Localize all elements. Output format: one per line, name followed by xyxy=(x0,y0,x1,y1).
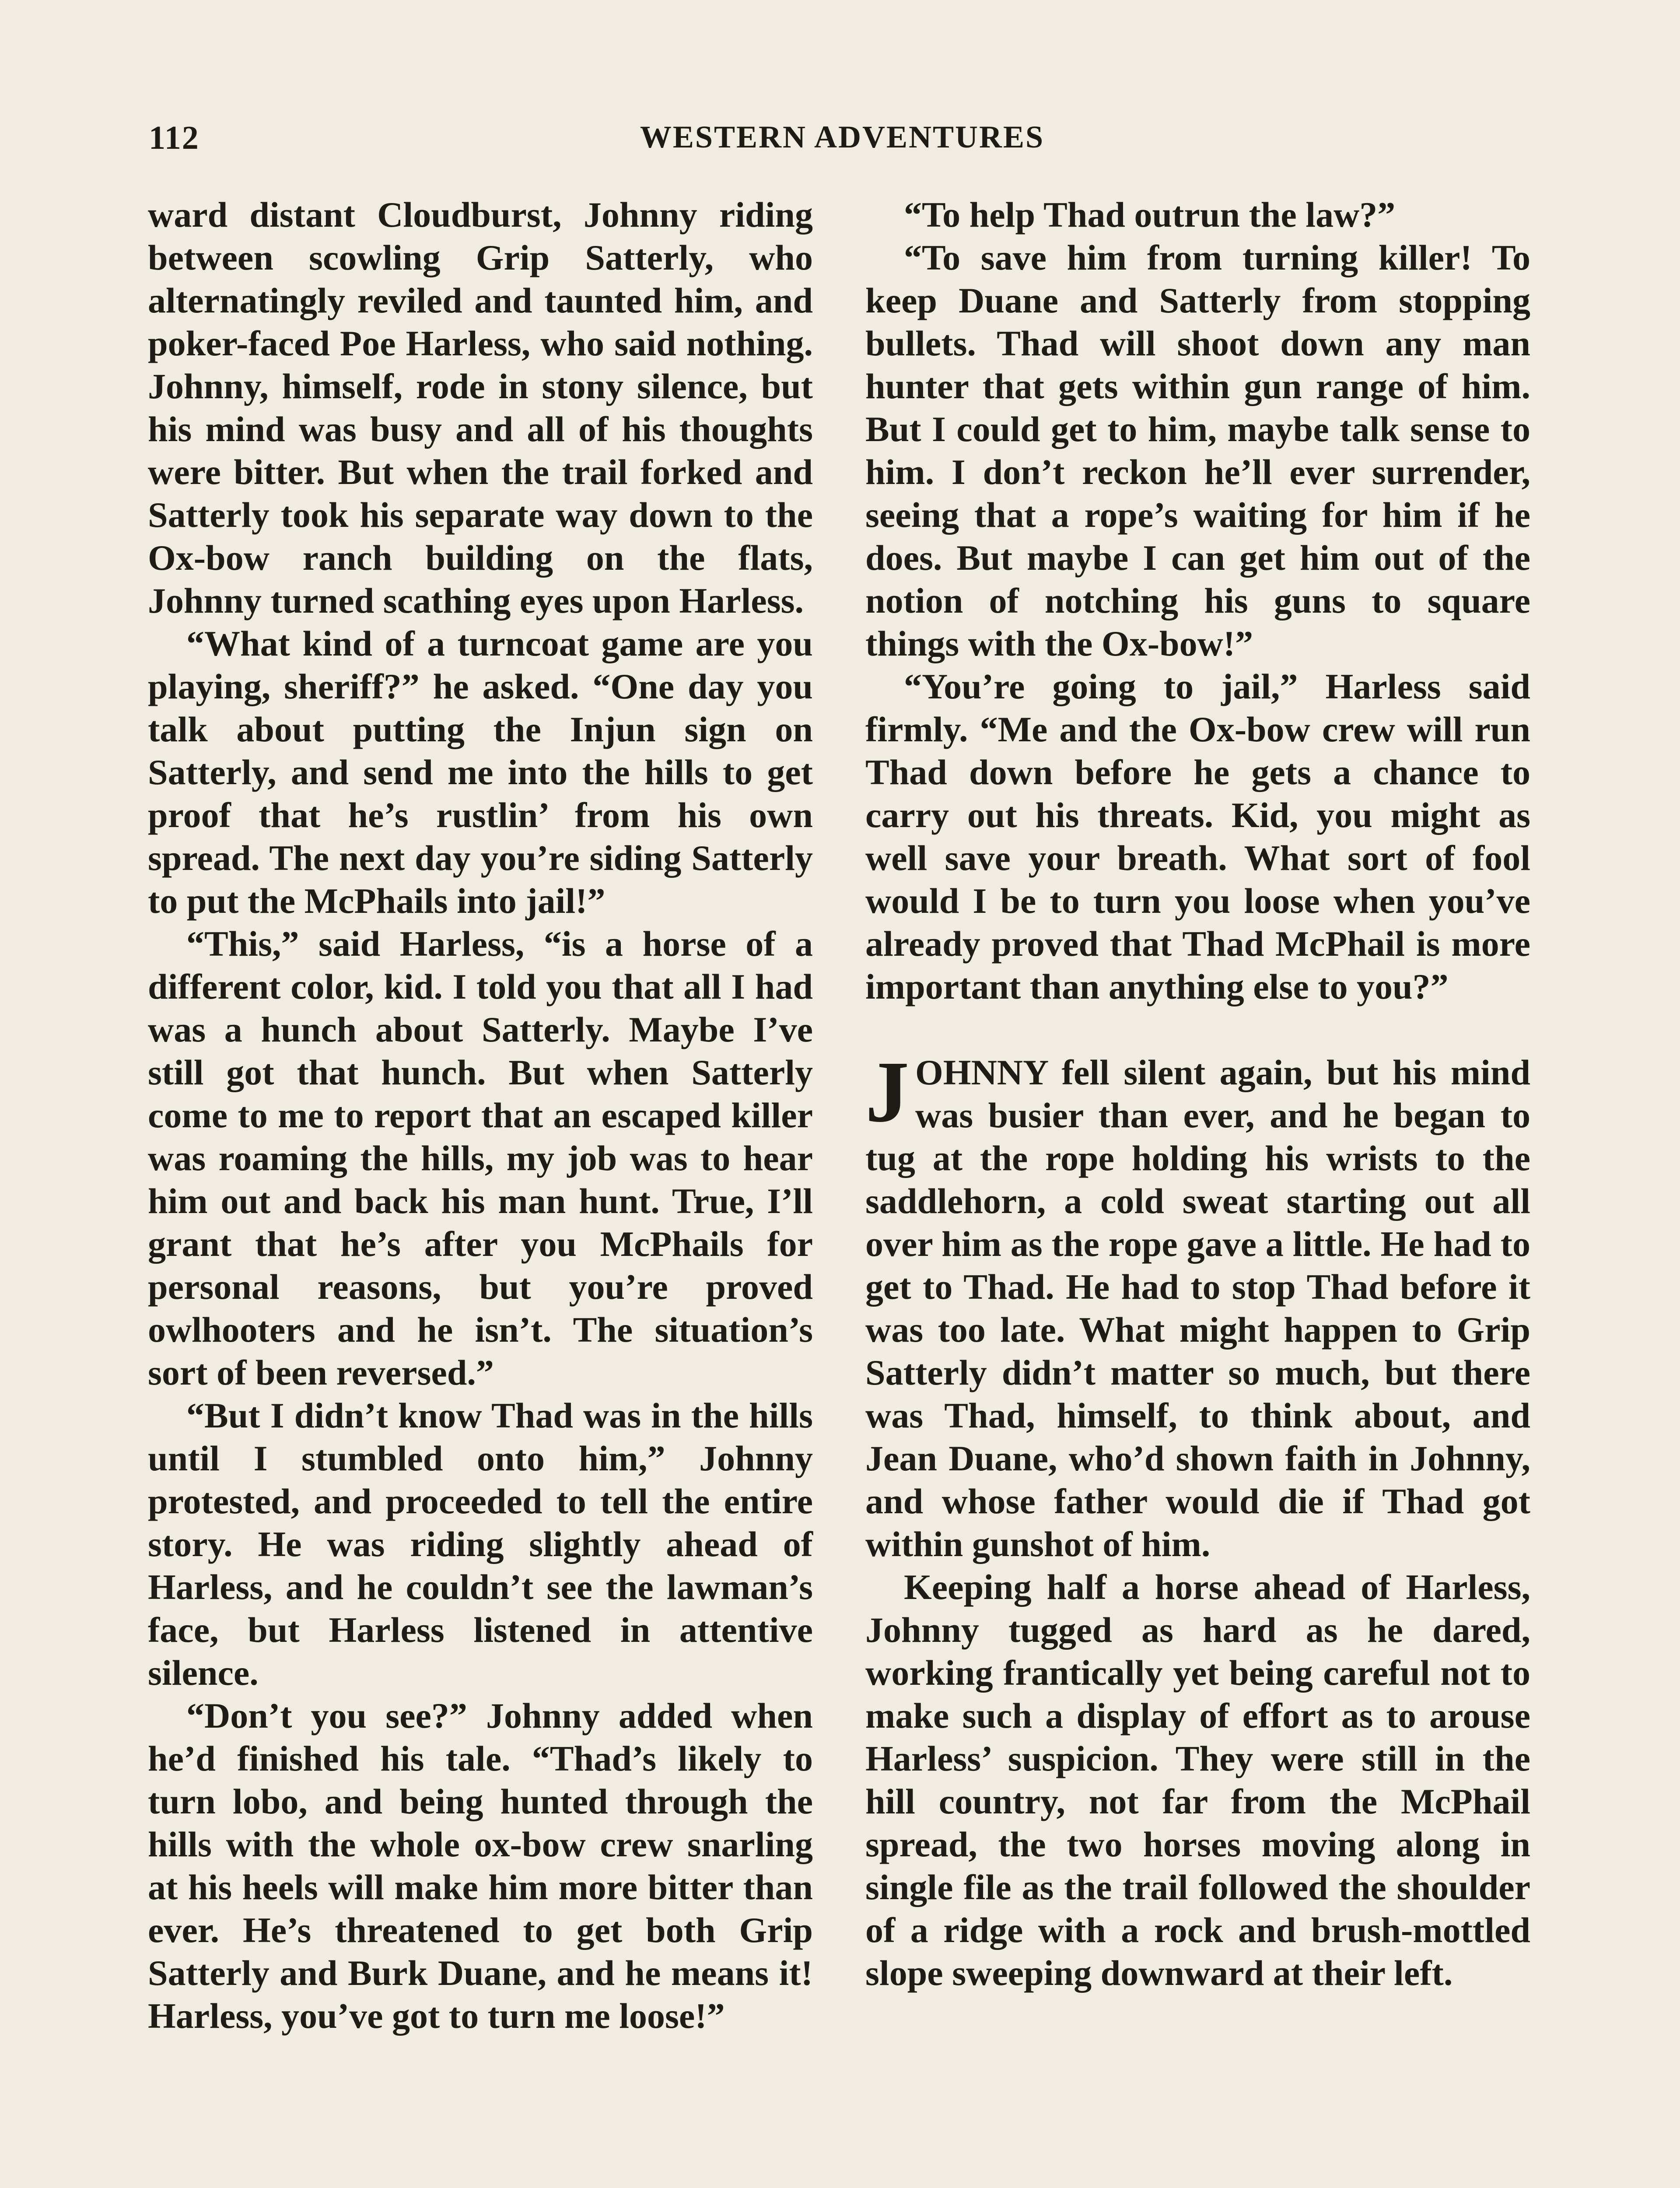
paragraph: “Don’t you see?” Johnny added when he’d finished his tale. “Thad’s likely to turn lobo, and being hunted through the hills with the whole ox-bow crew snarling at his heels will make him more bitter than ever. He’s threatened to get both Grip Satterly and Burk Duane, and he means it! Harless, you’ve got to turn me loose!” xyxy=(148,1696,813,2036)
paragraph: “You’re going to jail,” Harless said firmly. “Me and the Ox-bow crew will run Thad down before he gets a chance to carry out his threats. Kid, you might as well save your breath. What sort of fool would I be to turn you loose when you’ve already proved that Thad McPhail is more important than anything else to you?” xyxy=(865,666,1530,1006)
paragraph: “But I didn’t know Thad was in the hills until I stumbled onto him,” Johnny protested, and proceeded to tell the entire story. He was riding slightly ahead of Harless, and he couldn’t see the lawman’s face, but Harless listened in attentive silence. xyxy=(148,1396,813,1693)
drop-cap: J xyxy=(865,1044,909,1140)
left-column xyxy=(148,193,813,2037)
paragraph: “This,” said Harless, “is a horse of a different color, kid. I told you that all I had was a hunch about Satterly. Maybe I’ve still got that hunch. But when Satterly come to me to report that an escaped killer was roaming the hills, my job was to hear him out and back his man hunt. True, I’ll grant that he’s after you McPhails for personal reasons, but you’re proved owlhooters and he isn’t. The situation’s sort of been reversed.” xyxy=(148,924,813,1392)
running-head: WESTERN ADVENTURES xyxy=(640,119,1045,154)
paragraph: ward distant Cloudburst, Johnny riding between scowling Grip Satterly, who alternatingly reviled and taunted him, and poker-faced Poe Harless, who said nothing. Johnny, himself, rode in stony silence, but his mind was busy and all of his thoughts were bitter. But when the trail forked and Satterly took his separate way down to the Ox-bow ranch building on the flats, Johnny turned scathing eyes upon Harless. xyxy=(148,195,813,621)
section-break xyxy=(865,1008,1530,1051)
paragraph: “What kind of a turncoat game are you playing, sheriff?” he asked. “One day you talk about putting the Injun sign on Satterly, and send me into the hills to get proof that he’s rustlin’ from his own spread. The next day you’re siding Satterly to put the McPhails into jail!” xyxy=(148,624,813,921)
paragraph: “To save him from turning killer! To keep Duane and Satterly from stopping bullets. Thad will shoot down any man hunter that gets within gun range of him. But I could get to him, maybe talk sense to him. I don’t reckon he’ll ever surrender, seeing that a rope’s waiting for him if he does. But maybe I can get him out of the notion of notching his guns to square things with the Ox-bow!” xyxy=(865,238,1530,663)
drop-cap-paragraph-text: OHNNY fell silent again, but his mind was busier than ever, and he began to tug at the rope holding his wrists to the saddlehorn, a cold sweat starting out all over him as the rope gave a little. He had to get to Thad. He had to stop Thad before it was too late. What might happen to Grip Satterly didn’t matter so much, but there was Thad, himself, to think about, and Jean Duane, who’d shown faith in Johnny, and whose father would die if Thad got within gunshot of him. xyxy=(865,1052,1530,1564)
paragraph: “To help Thad outrun the law?” xyxy=(904,195,1396,235)
paragraph: Keeping half a horse ahead of Harless, Johnny tugged as hard as he dared, working frantically yet being careful not to make such a display of effort as to arouse Harless’ suspicion. They were still in the hill country, not far from the McPhail spread, the two horses moving along in single file as the trail followed the shoulder of a ridge with a rock and brush-mottled slope sweeping downward at their left. xyxy=(865,1567,1530,1993)
right-column xyxy=(865,193,1530,1995)
page-number: 112 xyxy=(149,119,200,156)
page-header xyxy=(149,119,1536,163)
drop-cap-paragraph xyxy=(865,1044,1530,1566)
